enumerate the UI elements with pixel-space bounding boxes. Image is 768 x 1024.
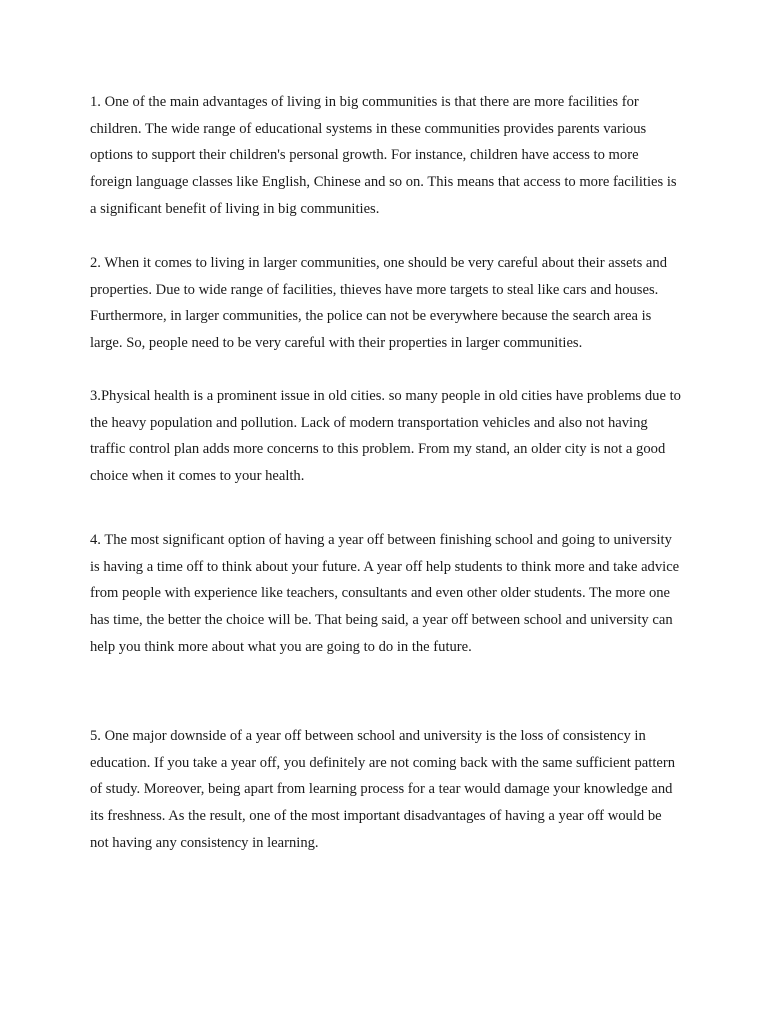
- paragraph-5: 5. One major downside of a year off between school and university is the loss of consistency in education. If you take a year off, you definitely are not coming back with the same sufficient pattern of study. Moreover, being apart from learning process for a tear would damage your knowledge and its freshness. As the result, one of the most important disadvantages of having a year off would be not having any consistency in learning.: [90, 728, 676, 851]
- paragraph-1: 1. One of the main advantages of living in big communities is that there are more facilities for children. The wide range of educational systems in these communities provides parents various options to support their children's personal growth. For instance, children have access to more foreign language classes like English, Chinese and so on. This means that access to more facilities is a significant benefit of living in big communities.: [90, 94, 677, 217]
- paragraph-2: 2. When it comes to living in larger communities, one should be very careful about their assets and properties. Due to wide range of facilities, thieves have more targets to steal like cars and houses. Furthermore, in larger communities, the police can not be everywhere because the search area is large. So, people need to be very careful with their properties in larger communities.: [90, 255, 667, 352]
- paragraph-3: 3.Physical health is a prominent issue in old cities. so many people in old cities have problems due to the heavy population and pollution. Lack of modern transportation vehicles and also not having traffic control plan adds more concerns to this problem. From my stand, an older city is not a good choice when it comes to your health.: [90, 388, 681, 485]
- paragraph-4: 4. The most significant option of having a year off between finishing school and going to university is having a time off to think about your future. A year off help students to think more and take advice from people with experience like teachers, consultants and even other older students. The more one has time, the better the choice will be. That being said, a year off between school and university can help you think more about what you are going to do in the future.: [90, 532, 680, 655]
